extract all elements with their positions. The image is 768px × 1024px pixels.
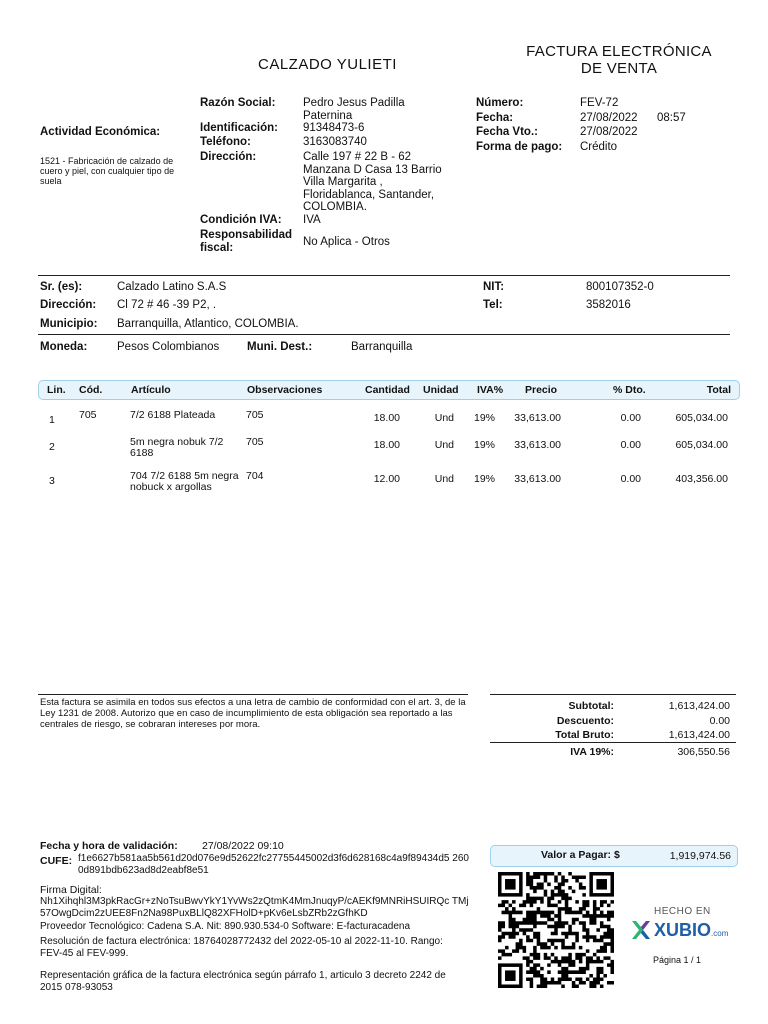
totals-mid-divider	[490, 742, 736, 743]
resolucion-text: Resolución de factura electrónica: 18764028772432 del 2022-05-10 al 2022-11-10. Rango: FEV-45 al FEV-999.	[40, 936, 443, 959]
fecha-vto-value: 27/08/2022	[580, 126, 638, 138]
row-total: 403,356.00	[675, 473, 728, 485]
nit-label: NIT:	[483, 281, 505, 293]
row-iva: 19%	[474, 412, 496, 424]
document-title-line-2: DE VENTA	[580, 60, 658, 77]
col-observaciones: Observaciones	[247, 384, 323, 396]
row-precio: 33,613.00	[514, 473, 561, 485]
telefono-label: Teléfono:	[200, 136, 251, 148]
totals-top-divider	[490, 694, 736, 695]
firma-value: Nh1Xihqhl3M3pkRacGr+zNoTsuBwvYkY1YvWs2zQtmK4MmJnuqyP/cAEKf9MNRiHSUIRQc TMj57OwgDcim2zUEE8Fn2Na98PuxBLlQ82XFHolD+pKv6eLsbZRb2zGfhKD	[40, 896, 469, 919]
condicion-iva-value: IVA	[303, 214, 321, 226]
client-divider	[38, 334, 730, 335]
razon-social-label: Razón Social:	[200, 97, 276, 109]
muni-dest-label: Muni. Dest.:	[247, 341, 313, 353]
row-iva: 19%	[474, 439, 496, 451]
row-observaciones: 705	[246, 436, 264, 448]
cliente-value: Calzado Latino S.A.S	[117, 281, 227, 293]
row-lin: 1	[49, 414, 55, 426]
row-total: 605,034.00	[675, 439, 728, 451]
condicion-iva-label: Condición IVA:	[200, 214, 282, 226]
cufe-label: CUFE:	[40, 855, 73, 867]
telefono-value: 3163083740	[303, 136, 367, 148]
firma-label: Firma Digital:	[40, 884, 102, 896]
row-articulo: 704 7/2 6188 5m negra nobuck x argollas	[130, 470, 239, 493]
pagina-number: Página 1 / 1	[653, 955, 702, 965]
logo-xubio: XUBIO	[654, 919, 712, 940]
iva-total-label: IVA 19%:	[570, 746, 614, 758]
row-observaciones: 705	[246, 409, 264, 421]
xubio-x-icon	[630, 919, 652, 941]
total-bruto-label: Total Bruto:	[555, 729, 614, 741]
validacion-value: 27/08/2022 09:10	[202, 840, 284, 852]
numero-value: FEV-72	[580, 97, 619, 109]
col-cod: Cód.	[79, 384, 103, 396]
validacion-label: Fecha y hora de validación:	[40, 840, 178, 852]
nit-value: 800107352-0	[586, 281, 654, 293]
cliente-label: Sr. (es):	[40, 281, 83, 293]
municipio-label: Municipio:	[40, 318, 98, 330]
row-lin: 3	[49, 475, 55, 487]
qr-code	[498, 872, 614, 988]
col-iva: IVA%	[477, 384, 504, 396]
row-total: 605,034.00	[675, 412, 728, 424]
numero-label: Número:	[476, 97, 524, 109]
proveedor-text: Proveedor Tecnológico: Cadena S.A. Nit: 890.930.534-0 Software: E-facturacadena	[40, 921, 411, 932]
company-name: CALZADO YULIETI	[258, 56, 397, 73]
col-articulo: Artículo	[131, 384, 171, 396]
forma-pago-value: Crédito	[580, 141, 618, 153]
subtotal-label: Subtotal:	[568, 700, 614, 712]
hora-value: 08:57	[657, 112, 686, 124]
qr-code-graphic	[498, 872, 614, 988]
descuento-label: Descuento:	[556, 715, 614, 727]
cliente-direccion-label: Dirección:	[40, 299, 97, 311]
row-unidad: Und	[434, 412, 454, 424]
identificacion-value: 91348473-6	[303, 122, 365, 134]
row-cantidad: 18.00	[373, 439, 400, 451]
col-unidad: Unidad	[423, 384, 459, 396]
moneda-value: Pesos Colombianos	[117, 341, 220, 353]
valor-pagar-value: 1,919,974.56	[669, 850, 731, 862]
fecha-value: 27/08/2022	[580, 112, 638, 124]
cufe-value: f1e6627b581aa5b561d20d076e9d52622fc27755445002d3f6d628168c4a9f89434d5 2600d891bdb623ad8d2eabf8e51	[78, 853, 469, 876]
direccion-value: Calle 197 # 22 B - 62 Manzana D Casa 13 Barrio Villa Margarita , Floridablanca, Santander, COLOMBIA.	[303, 151, 442, 213]
row-dto: 0.00	[620, 473, 641, 485]
responsabilidad-label: Responsabilidad fiscal:	[200, 229, 293, 254]
row-lin: 2	[49, 441, 55, 453]
row-cantidad: 12.00	[373, 473, 400, 485]
legal-divider	[38, 694, 468, 695]
xubio-logo	[630, 906, 740, 941]
activity-label: Actividad Económica:	[40, 126, 161, 138]
row-dto: 0.00	[620, 412, 641, 424]
responsabilidad-value: No Aplica - Otros	[303, 236, 390, 248]
fecha-vto-label: Fecha Vto.:	[476, 126, 538, 138]
row-articulo: 7/2 6188 Plateada	[130, 409, 216, 421]
row-precio: 33,613.00	[514, 412, 561, 424]
row-observaciones: 704	[246, 470, 264, 482]
representacion-text: Representación gráfica de la factura electrónica según párrafo 1, articulo 3 decreto 2242 de 2015 078-93053	[40, 970, 446, 993]
document-title	[505, 43, 733, 77]
activity-text: 1521 - Fabricación de calzado de cuero y piel, con cualquier tipo de suela	[40, 156, 175, 186]
logo-hecho-en: HECHO EN	[654, 906, 711, 917]
municipio-value: Barranquilla, Atlantico, COLOMBIA.	[117, 318, 299, 330]
forma-pago-label: Forma de pago:	[476, 141, 563, 153]
row-unidad: Und	[434, 439, 454, 451]
document-title-line-1: FACTURA ELECTRÓNICA	[526, 43, 712, 60]
muni-dest-value: Barranquilla	[351, 341, 413, 353]
subtotal-value: 1,613,424.00	[668, 700, 730, 712]
logo-com: .com	[711, 928, 729, 938]
direccion-label: Dirección:	[200, 151, 257, 163]
row-precio: 33,613.00	[514, 439, 561, 451]
col-dto: % Dto.	[613, 384, 646, 396]
total-bruto-value: 1,613,424.00	[668, 729, 730, 741]
row-dto: 0.00	[620, 439, 641, 451]
identificacion-label: Identificación:	[200, 122, 278, 134]
cliente-tel-label: Tel:	[483, 299, 503, 311]
row-articulo: 5m negra nobuk 7/2 6188	[130, 436, 224, 459]
iva-total-value: 306,550.56	[677, 746, 730, 758]
header-divider	[38, 275, 730, 276]
cliente-tel-value: 3582016	[586, 299, 631, 311]
razon-social-value: Pedro Jesus Padilla Paternina	[303, 97, 405, 122]
moneda-label: Moneda:	[40, 341, 88, 353]
col-total: Total	[706, 384, 731, 396]
row-cantidad: 18.00	[373, 412, 400, 424]
valor-pagar-box	[490, 845, 738, 867]
row-iva: 19%	[474, 473, 496, 485]
descuento-value: 0.00	[709, 715, 730, 727]
col-precio: Precio	[525, 384, 558, 396]
row-cod: 705	[79, 409, 97, 421]
col-cantidad: Cantidad	[365, 384, 410, 396]
valor-pagar-label: Valor a Pagar: $	[541, 849, 620, 861]
col-lin: Lin.	[47, 384, 66, 396]
items-table-header	[38, 380, 740, 400]
row-unidad: Und	[434, 473, 454, 485]
cliente-direccion-value: Cl 72 # 46 -39 P2, .	[117, 299, 217, 311]
legal-note: Esta factura se asimila en todos sus efectos a una letra de cambio de conformidad con el art. 3, de la Ley 1231 de 2008. Autorizo que en caso de incumplimiento de esta obligación sea reportado a las centrales de riesgo, se cobraran intereses por mora.	[40, 697, 466, 730]
fecha-label: Fecha:	[476, 112, 514, 124]
